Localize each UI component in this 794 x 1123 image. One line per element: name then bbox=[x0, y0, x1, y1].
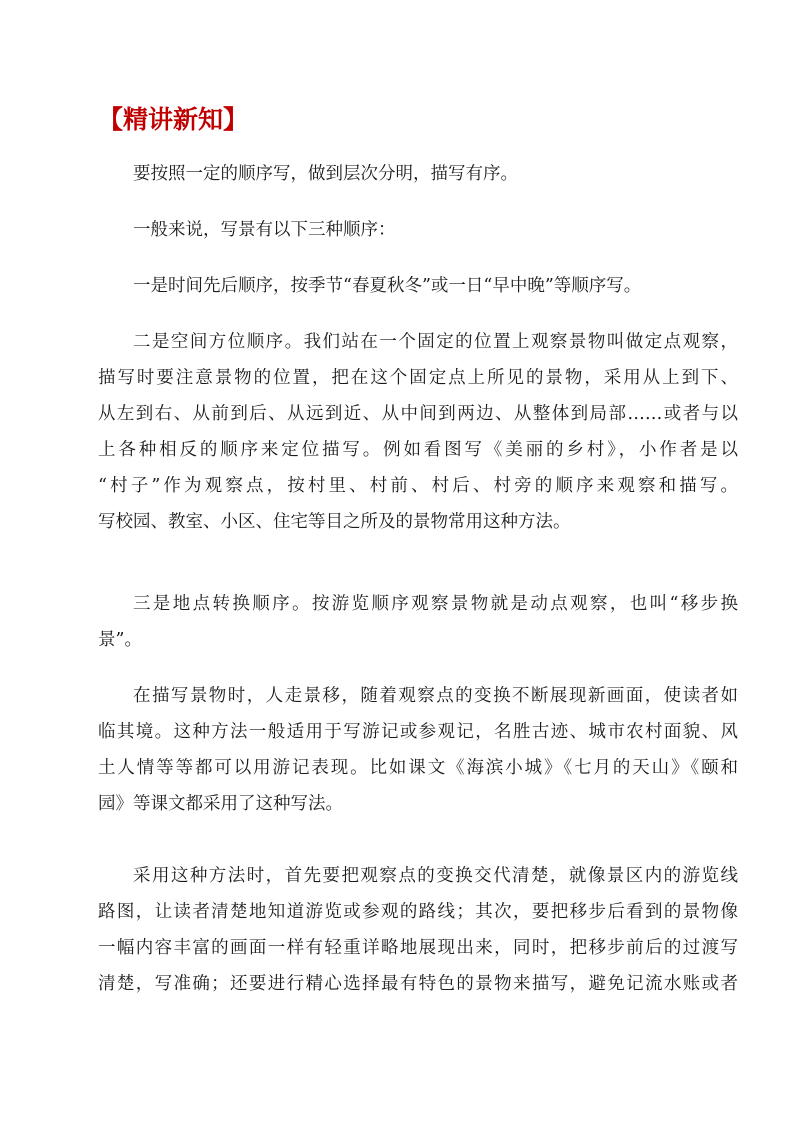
paragraph-line: 园》等课文都采用了这种写法。 bbox=[98, 794, 343, 814]
paragraph-line: 写校园、教室、小区、住宅等目之所及的景物常用这种方法。 bbox=[98, 512, 571, 532]
paragraph-7 bbox=[98, 858, 738, 1002]
paragraph-4 bbox=[98, 324, 738, 540]
paragraph-line: 三是地点转换顺序。按游览顺序观察景物就是动点观察，也叫“移步换 bbox=[133, 594, 738, 614]
paragraph-line: 在描写景物时，人走景移，随着观察点的变换不断展现新画面，使读者如 bbox=[133, 686, 738, 706]
paragraph-line: 二是空间方位顺序。我们站在一个固定的位置上观察景物叫做定点观察， bbox=[133, 332, 738, 352]
paragraph-2 bbox=[98, 212, 738, 248]
paragraph-line: 土人情等等都可以用游记表现。比如课文《海滨小城》《七月的天山》《颐和 bbox=[98, 758, 738, 778]
paragraph-3 bbox=[98, 268, 738, 304]
section-heading: 【精讲新知】 bbox=[98, 105, 249, 134]
paragraph-line: 从左到右、从前到后、从远到近、从中间到两边、从整体到局部……或者与以 bbox=[98, 404, 738, 424]
paragraph-line: 一般来说，写景有以下三种顺序： bbox=[133, 220, 396, 240]
paragraph-line: 上各种相反的顺序来定位描写。例如看图写《美丽的乡村》，小作者是以 bbox=[98, 440, 738, 460]
paragraph-line: “村子”作为观察点，按村里、村前、村后、村旁的顺序来观察和描写。 bbox=[98, 476, 738, 496]
paragraph-line: 描写时要注意景物的位置，把在这个固定点上所见的景物，采用从上到下、 bbox=[98, 368, 738, 388]
paragraph-1 bbox=[98, 156, 738, 192]
paragraph-line: 要按照一定的顺序写，做到层次分明，描写有序。 bbox=[133, 164, 518, 184]
paragraph-line: 一幅内容丰富的画面一样有轻重详略地展现出来，同时，把移步前后的过渡写 bbox=[98, 938, 738, 958]
paragraph-line: 一是时间先后顺序，按季节“春夏秋冬”或一日“早中晚”等顺序写。 bbox=[133, 276, 642, 296]
paragraph-line: 采用这种方法时，首先要把观察点的变换交代清楚，就像景区内的游览线 bbox=[133, 866, 738, 886]
paragraph-line: 路图，让读者清楚地知道游览或参观的路线；其次，要把移步后看到的景物像 bbox=[98, 902, 738, 922]
paragraph-line: 临其境。这种方法一般适用于写游记或参观记，名胜古迹、城市农村面貌、风 bbox=[98, 722, 738, 742]
paragraph-line: 清楚，写准确；还要进行精心选择最有特色的景物来描写，避免记流水账或者 bbox=[98, 974, 738, 994]
paragraph-6 bbox=[98, 678, 738, 822]
paragraph-5 bbox=[98, 586, 738, 658]
paragraph-line: 景”。 bbox=[98, 630, 142, 650]
